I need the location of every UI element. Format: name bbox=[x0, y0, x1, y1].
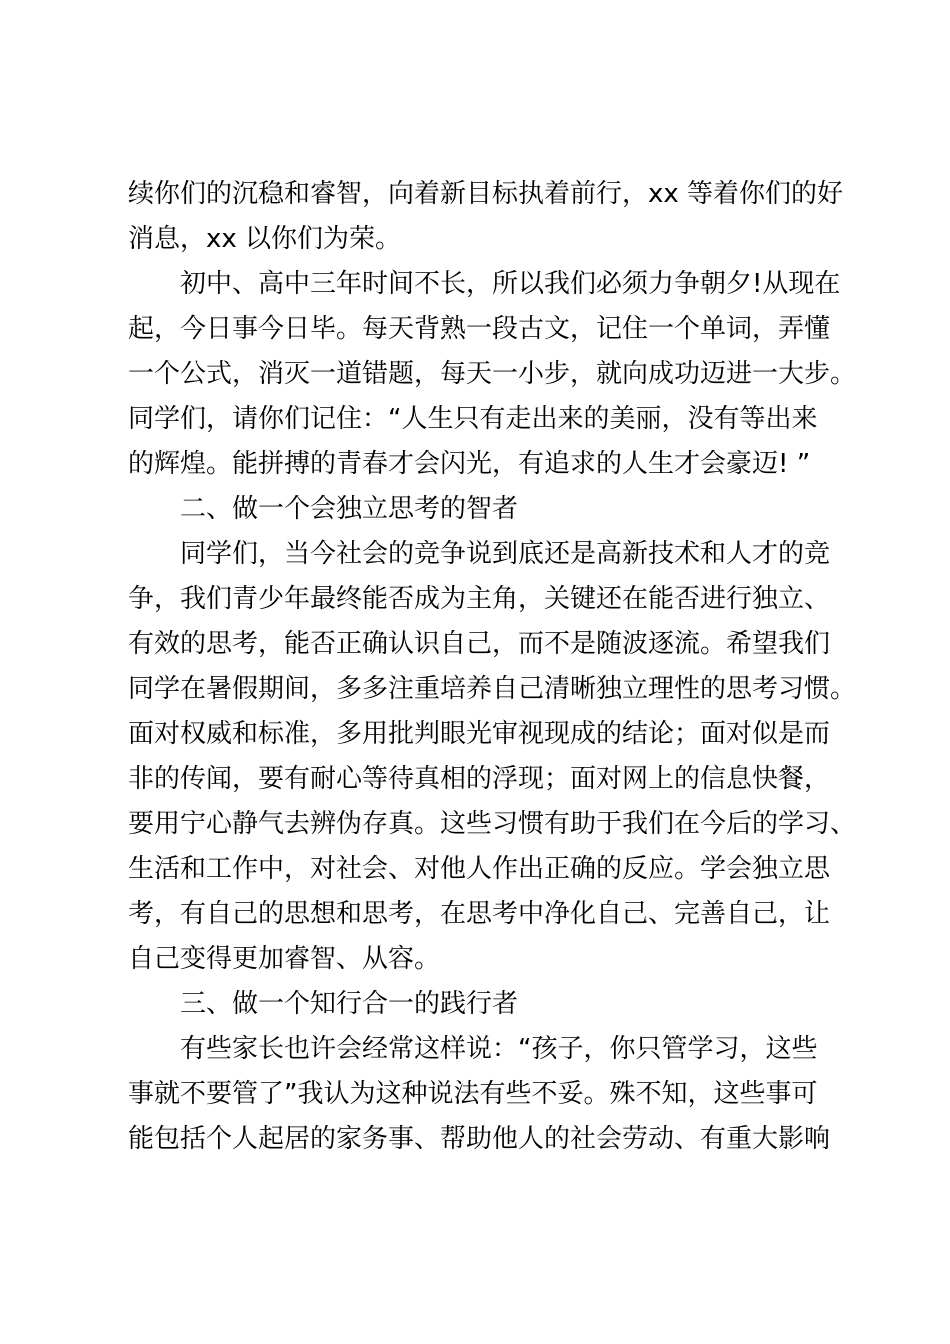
paragraph-start-line: 初中、高中三年时间不长，所以我们必须力争朝夕!从现在 bbox=[180, 269, 841, 299]
text-line: 面对权威和标准，多用批判眼光审视现成的结论；面对似是而 bbox=[128, 719, 831, 749]
paragraph-start-line: 有些家长也许会经常这样说：“孩子，你只管学习，这些 bbox=[180, 1034, 818, 1064]
text-line: 要用宁心静气去辨伪存真。这些习惯有助于我们在今后的学习、 bbox=[128, 809, 857, 839]
text-line: 争，我们青少年最终能否成为主角，关键还在能否进行独立、 bbox=[128, 584, 831, 614]
text-line: 消息，xx 以你们为荣。 bbox=[128, 224, 402, 254]
text-line: 生活和工作中，对社会、对他人作出正确的反应。学会独立思 bbox=[128, 854, 831, 884]
section-heading: 二、做一个会独立思考的智者 bbox=[180, 494, 519, 524]
text-line: 的辉煌。能拼搏的青春才会闪光，有追求的人生才会豪迈! ” bbox=[128, 449, 811, 479]
text-line: 起，今日事今日毕。每天背熟一段古文，记住一个单词，弄懂 bbox=[128, 314, 831, 344]
text-line: 自己变得更加睿智、从容。 bbox=[128, 944, 441, 974]
text-line: 一个公式，消灭一道错题，每天一小步，就向成功迈进一大步。 bbox=[128, 359, 857, 389]
text-line: 同学在暑假期间，多多注重培养自己清晰独立理性的思考习惯。 bbox=[128, 674, 857, 704]
text-line: 事就不要管了”我认为这种说法有些不妥。殊不知，这些事可 bbox=[128, 1079, 818, 1109]
text-line: 考，有自己的思想和思考，在思考中净化自己、完善自己，让 bbox=[128, 899, 831, 929]
text-line: 非的传闻，要有耐心等待真相的浮现；面对网上的信息快餐， bbox=[128, 764, 831, 794]
text-line: 同学们，请你们记住：“人生只有走出来的美丽，没有等出来 bbox=[128, 404, 818, 434]
text-line: 续你们的沉稳和睿智，向着新目标执着前行，xx 等着你们的好 bbox=[128, 179, 844, 209]
document-body bbox=[128, 172, 857, 1162]
text-line: 有效的思考，能否正确认识自己，而不是随波逐流。希望我们 bbox=[128, 629, 831, 659]
paragraph-start-line: 同学们，当今社会的竞争说到底还是高新技术和人才的竞 bbox=[180, 539, 831, 569]
text-line: 能包括个人起居的家务事、帮助他人的社会劳动、有重大影响 bbox=[128, 1124, 831, 1154]
section-heading: 三、做一个知行合一的践行者 bbox=[180, 989, 519, 1019]
